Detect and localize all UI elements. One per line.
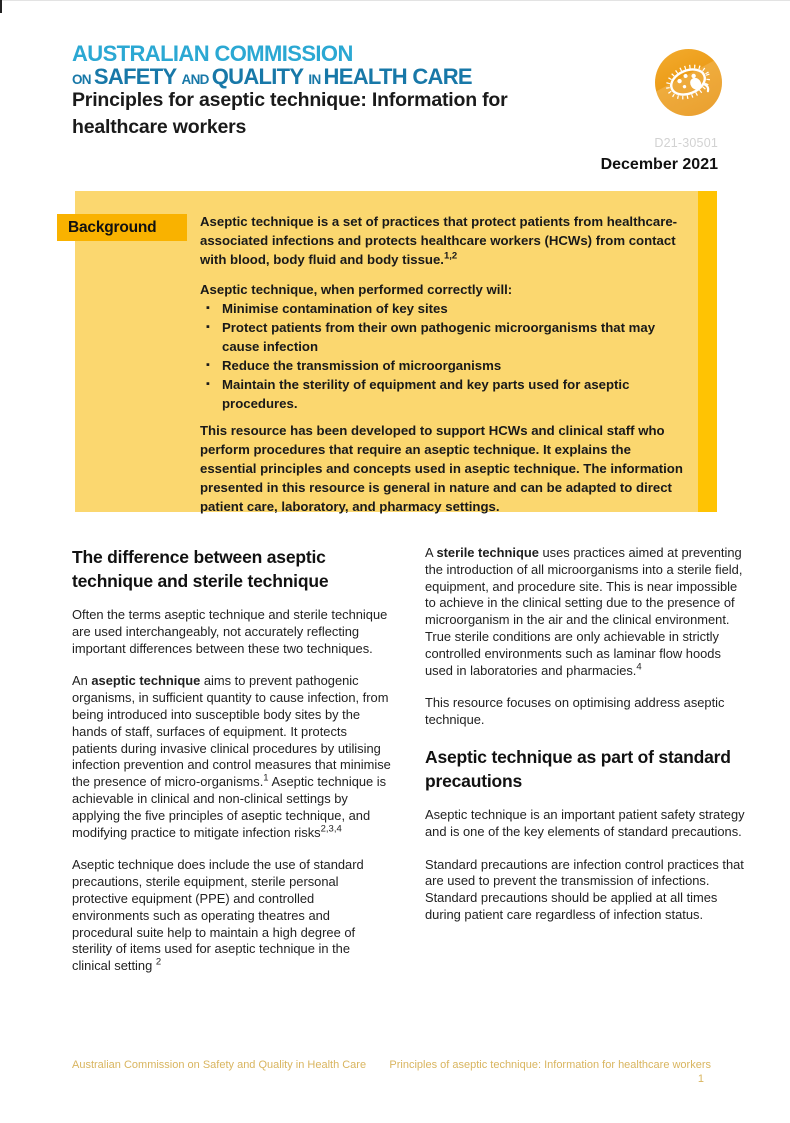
background-paragraph-1: Aseptic technique is a set of practices that protect patients from healthcare-associated infections and protects healthcare workers (HCWs) from contact with blood, body fluid and body tissue.$^{1,2}$ <box>200 214 678 267</box>
background-bullet-list <box>200 299 690 413</box>
background-paragraph-2: This resource has been developed to support HCWs and clinical staff who perform procedures that require an aseptic technique. It explains the essential principles and concepts used in aseptic technique. The information presented in this resource is general in nature and can be adapted to direct patient care, laboratory, and pharmacy settings. <box>200 423 683 514</box>
background-label: Background <box>57 214 187 241</box>
left-column <box>72 545 392 991</box>
list-item <box>200 375 690 413</box>
page-edge-artifact <box>0 0 2 13</box>
right-paragraph-4: Standard precautions are infection control practices that are used to prevent the transmission of infections. Standard precautions should be applied at all times during patient care regardless of infection status. <box>425 856 744 922</box>
bullet-icon: ▪ <box>206 302 210 314</box>
list-item <box>200 318 690 356</box>
left-paragraph-2: An aseptic technique aims to prevent pathogenic organisms, in sufficient quantity to cause infection, from being introduced into susceptible body sites by the hands of staff, surfaces of equipment. It protects patients during invasive clinical procedures by utilising infection prevention and control measures that minimise the presence of micro-organisms.$^1$ Aseptic technique is achievable in clinical and non-clinical settings by applying the five principles of aseptic technique, and modifying practice to mitigate infection risks$^{2,3,4}$ <box>72 673 391 840</box>
publication-date: December 2021 <box>600 156 718 173</box>
bullet-text: Protect patients from their own pathogenic microorganisms that may cause infection <box>222 320 656 354</box>
page-number: 1 <box>697 1073 704 1085</box>
left-paragraph-3: Aseptic technique does include the use of standard precautions, sterile equipment, sterile personal protective equipment (PPE) and controlled environments such as operating theatres and procedural suite help to maintain a high degree of sterility of items used for aseptic technique in the clinical setting $^2$ <box>72 857 364 974</box>
bullet-icon: ▪ <box>206 359 210 371</box>
microbes-logo-icon <box>655 49 722 116</box>
list-item <box>200 356 690 375</box>
bullet-text: Minimise contamination of key sites <box>222 301 448 316</box>
wordmark-line2: ON SAFETY AND QUALITY IN HEALTH CARE <box>72 64 472 89</box>
right-paragraph-2: This resource focuses on optimising address aseptic technique. <box>425 695 725 728</box>
right-paragraph-3: Aseptic technique is an important patient safety strategy and is one of the key elements of standard precautions. <box>425 806 745 839</box>
background-list-intro: Aseptic technique, when performed correctly will: <box>200 282 513 297</box>
section-heading-standard-precautions: Aseptic technique as part of standard precautions <box>425 746 731 791</box>
section-heading-difference: The difference between aseptic technique and sterile technique <box>72 547 329 591</box>
list-item <box>200 299 690 318</box>
commission-wordmark <box>72 42 472 91</box>
background-panel <box>68 191 717 514</box>
page-title: Principles for aseptic technique: Information for healthcare workers <box>72 89 508 138</box>
footer-document-title: Principles of aseptic technique: Information for healthcare workers <box>389 1059 711 1071</box>
wordmark-line1: AUSTRALIAN COMMISSION <box>72 41 353 66</box>
page-edge-line <box>0 0 790 1</box>
bullet-icon: ▪ <box>206 321 210 333</box>
bullet-icon: ▪ <box>206 378 210 390</box>
document-number: D21-30501 <box>654 136 718 150</box>
left-paragraph-1: Often the terms aseptic technique and sterile technique are used interchangeably, not accurately reflecting important differences between these two techniques. <box>72 607 388 656</box>
footer-organisation: Australian Commission on Safety and Quality in Health Care <box>72 1059 367 1071</box>
bullet-text: Maintain the sterility of equipment and key parts used for aseptic procedures. <box>222 377 630 411</box>
right-paragraph-1: A sterile technique uses practices aimed at preventing the introduction of all microorganisms into a sterile field, equipment, and procedure site. This is near impossible to achieve in the clinical setting due to the presence of microorganism in the air and the clinical environment. True sterile conditions are only achievable in strictly controlled environments such as laminar flow hoods used in laboratories and pharmacies.$^4$ <box>425 545 743 678</box>
right-column <box>425 545 745 940</box>
bullet-text: Reduce the transmission of microorganisms <box>222 358 502 373</box>
